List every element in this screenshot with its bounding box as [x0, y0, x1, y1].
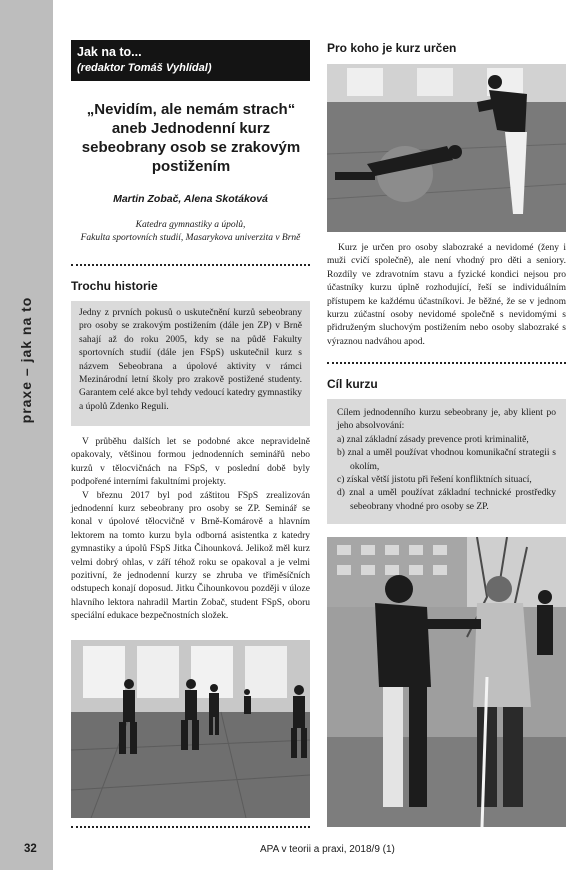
target-heading: Pro koho je kurz určen — [327, 41, 457, 55]
affiliation-line-1: Katedra gymnastiky a úpolů, — [135, 220, 246, 230]
dotted-divider — [327, 362, 566, 364]
sidebar-label: praxe – jak na to — [18, 296, 34, 424]
goal-item: a) znal základní zásady prevence proti kriminalitě, — [337, 434, 529, 445]
affiliation-line-2: Fakulta sportovních studií, Masarykova univerzita v Brně — [80, 233, 301, 243]
target-text — [327, 242, 566, 349]
article-authors: Martin Zobač, Alena Skotáková — [113, 193, 268, 205]
history-paragraph-2: V březnu 2017 byl pod záštitou FSpS zrealizován jednodenní kurz sebeobrany pro osoby se ZP. Seminář se konal v úpolové tělocvičně v Brně-Komárově a hlavním lektorem na tomto kurzu byla odborná asistentka z katedry gymnastiky a úpolů FSpS Jitka Čihounková. Jelikož měl kurz velmi dobrý ohlas, v září téhož roku se opakoval a je velmi pozitivní, že jednodenní kurzy se zhruba ve třiměsíčních odstupech konají doposud. Jitku Čihounkovou později v úloze hlavního lektora nahradil Martin Zobač, student FSpS, oboru speciální edukace bezpečnostních složek. — [71, 490, 310, 622]
history-paragraph-1: V průběhu dalších let se podobné akce nepravidelně opakovaly, většinou formou jednodenních seminářů nebo kurzů v tělocvičnách na FSpS, v poslední době byly podpořené interními fakultními projekty. — [71, 437, 310, 488]
goal-item: d) znal a uměl používat základní technické prostředky sebeobrany vhodné pro osoby se ZP. — [337, 488, 556, 512]
dotted-divider — [71, 826, 310, 828]
history-box: Jedny z prvních pokusů o uskutečnění kurzů sebeobrany pro osoby se zrakovým postižením (dále jen ZP) v Brně sahají až do roku 2005, kdy se na půdě Fakulty sportovních studií (dále jen FSpS) uskutečnil kurz s názvem Sebeobrana a úpolové aktivity v rámci Mezinárodní letní školy pro zrakově postižené studenty. Garantem celé akce byl tehdy vedoucí katedry gymnastiky a úpolů Zdenko Reguli. — [71, 301, 310, 426]
outdoor-photo — [327, 537, 566, 827]
column-editor: (redaktor Tomáš Vyhlídal) — [77, 62, 212, 74]
gym-photo — [71, 640, 310, 818]
column-header — [71, 40, 310, 81]
history-heading: Trochu historie — [71, 279, 158, 293]
target-paragraph: Kurz je určen pro osoby slabozraké a nevidomé (ženy i muži cvičí společně), ale není vhodný pro děti a seniory. Rozdíly ve zdravotním stavu a fyzické kondici nejsou pro účastníky kurzu úplně rozhodující, řeší se individuálním přístupem ke každému účastníkovi. Je běžné, že se v jednom kurzu zúčastní osoby nevidomé společně s nevidomými s přidruženým sluchovým postižením nebo osoby slabozraké s výraznou nadváhou apod. — [327, 243, 566, 347]
history-body — [71, 436, 310, 624]
dotted-divider — [71, 264, 310, 266]
goal-heading: Cíl kurzu — [327, 377, 378, 391]
goal-intro: Cílem jednodenního kurzu sebeobrany je, aby klient po jeho absolvování: — [337, 408, 556, 432]
goal-item: b) znal a uměl používat vhodnou komunikační strategii s okolím, — [337, 448, 556, 472]
section-sidebar — [0, 0, 53, 870]
goal-item: c) získal větší jistotu při řešení konfliktních situací, — [337, 475, 532, 486]
article-title: „Nevidím, ale nemám strach“ aneb Jednodenní kurz sebeobrany osob se zrakovým postižením — [81, 101, 301, 175]
exercise-photo — [327, 64, 566, 232]
page-number: 32 — [24, 843, 37, 855]
goal-box — [327, 399, 566, 524]
article-affiliation — [71, 219, 310, 245]
column-title: Jak na to... — [77, 45, 142, 59]
journal-citation: APA v teorii a praxi, 2018/9 (1) — [260, 844, 395, 855]
